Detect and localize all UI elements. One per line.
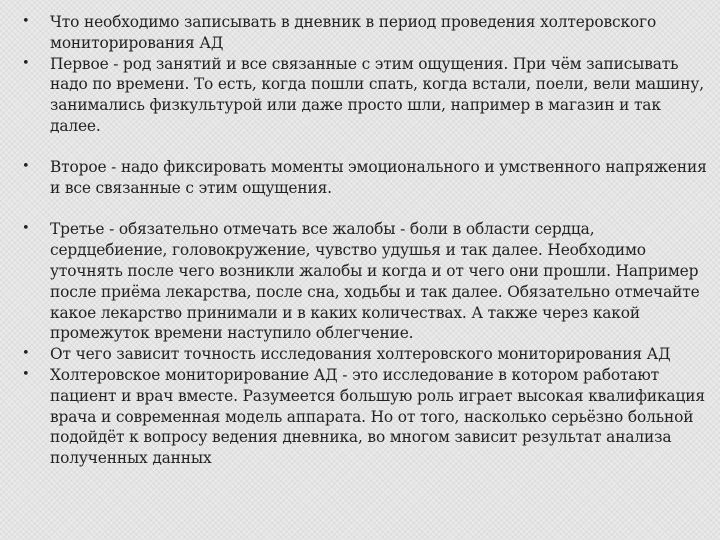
bullet-icon: • [22, 346, 30, 362]
bullet-text-3: Второе - надо фиксировать моменты эмоционального и умственного напряжения и все связанные с этим ощущения. [50, 158, 707, 198]
bullet-icon: • [22, 14, 30, 29]
bullet-text-4: Третье - обязательно отмечать все жалобы - боли в области сердца, сердцебиение, головокружение, чувство удушья и так далее. Необходимо уточнять после чего возникли жалобы и когда и от чего они прошли. Например после приёма лекарства, после сна, ходьбы и так далее. Обязательно отмечайте какое лекарство принимали и в каких количествах. А также через какой промежуток времени наступило облегчение. [50, 220, 700, 343]
bullet-icon: • [22, 55, 30, 71]
bullet-text-6: Холтеровское мониторирование АД - это исследование в котором работают пациент и врач вместе. Разумеется большую роль играет высокая квалификация врача и современная модель аппарата. Но от того, насколько серьёзно больной подойдёт к вопросу ведения дневника, во многом зависит результат анализа полученных данных [50, 365, 705, 468]
bullet-icon: • [22, 221, 30, 237]
bullet-item-5 [20, 344, 710, 365]
bullet-item-2 [20, 54, 710, 137]
bullet-icon: • [22, 159, 30, 175]
bullet-item-4 [20, 219, 710, 344]
bullet-icon: • [22, 366, 30, 382]
bullet-item-3 [20, 157, 710, 199]
bullet-text-5: От чего зависит точность исследования холтеровского мониторирования АД [50, 345, 671, 364]
bullet-item-1 [20, 12, 710, 54]
bullet-text-2: Первое - род занятий и все связанные с этим ощущения. При чём записывать надо по времени. То есть, когда пошли спать, когда встали, поели, вели машину, занимались физкультурой или даже просто шли, например в магазин и так далее. [50, 54, 704, 135]
bullet-item-6 [20, 365, 710, 469]
slide-content [20, 12, 710, 469]
bullet-text-1: Что необходимо записывать в дневник в период проведения холтеровского мониторирования АД [50, 13, 657, 52]
bullet-list [20, 12, 710, 469]
